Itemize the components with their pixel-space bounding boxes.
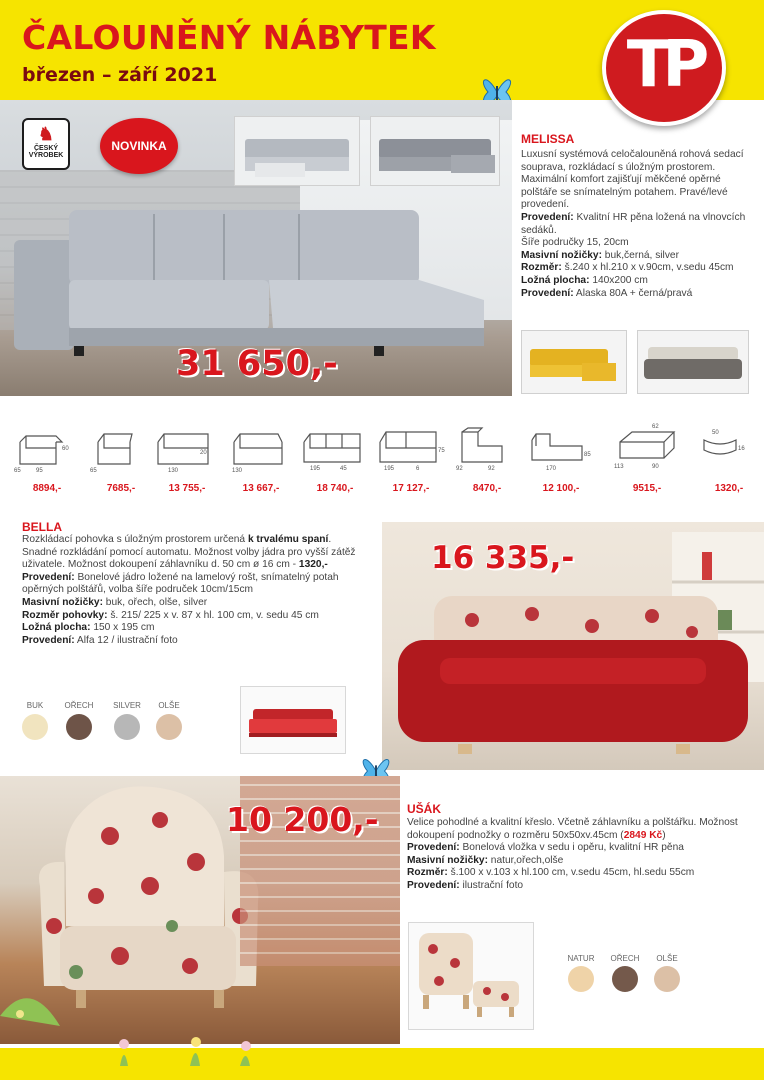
melissa-intro: Luxusní systémová celočalouněná rohová sedací souprava, rozkládací s úložným prostorem. Maximální komfort zajišťují měkčené opěrné polštáře se snímatelným potahem. Pravé/levé provedení. (521, 149, 744, 211)
melissa-corner-sofa (14, 210, 484, 360)
melissa-spec-5: Provedení: Alaska 80A + černá/pravá (521, 287, 693, 299)
tp-logo (602, 10, 726, 126)
usak-intro: Velice pohodlné a kvalitní křeslo. Včetně záhlavníku a polštářku. Možnost dokoupení podnožky o rozměru 50x50xv.45cm (2849 Kč) (407, 817, 738, 841)
usak-name: UŠÁK (407, 802, 442, 816)
ottoman-drawing (612, 422, 678, 472)
swatch-olse (156, 714, 182, 740)
module-item (694, 402, 764, 502)
three-seat-drawing (300, 422, 366, 472)
swatch-label: OŘECH (610, 954, 640, 963)
logo-letters: TP (626, 28, 702, 102)
swatch-natur (568, 966, 594, 992)
module-item (12, 402, 82, 502)
bella-price: 16 335,- (431, 540, 575, 576)
usak-spec-3: Provedení: ilustrační foto (407, 879, 524, 891)
page-subtitle: březen – září 2021 (22, 64, 218, 86)
svg-text:195: 195 (384, 466, 395, 472)
swatch-label: OLŠE (158, 701, 180, 710)
module-item (300, 402, 370, 502)
usak-description (407, 817, 757, 893)
corner-sofa-illustration (371, 117, 499, 185)
swatch-label: NATUR (567, 954, 595, 963)
bella-description (22, 534, 367, 647)
svg-text:130: 130 (232, 468, 243, 474)
module-price: 12 100,- (542, 483, 580, 494)
swatch-buk (22, 714, 48, 740)
svg-text:95: 95 (36, 468, 43, 474)
three-seat-bed-drawing (376, 422, 446, 472)
sofa-bed-illustration (235, 117, 359, 185)
module-dimension-strip (0, 402, 764, 502)
svg-text:6: 6 (416, 466, 420, 472)
bella-spec-1: Masivní nožičky: buk, ořech, olše, silver (22, 596, 208, 608)
badge-label: ČESKÝ VÝROBEK (28, 145, 64, 159)
svg-text:195: 195 (310, 466, 321, 472)
melissa-spec-1: Šíře područky 15, 20cm (521, 237, 629, 249)
module-price: 13 755,- (168, 483, 206, 494)
svg-text:20: 20 (200, 450, 207, 456)
yellow-sofa-illustration (522, 331, 626, 393)
swatch-orech (66, 714, 92, 740)
module-price: 13 667,- (242, 483, 280, 494)
melissa-spec-0: Provedení: Kvalitní HR pěna ložená na vlnovcích sedáků. (521, 211, 746, 236)
module-price: 9515,- (632, 483, 662, 494)
grey-sofa-illustration (638, 331, 748, 393)
lion-icon: ♞ (37, 124, 55, 144)
module-price: 18 740,- (316, 483, 354, 494)
headrest-drawing (694, 422, 754, 472)
svg-text:90: 90 (652, 464, 659, 470)
swatch-orech (612, 966, 638, 992)
svg-text:75: 75 (438, 448, 445, 454)
usak-price: 10 200,- (226, 800, 379, 839)
svg-text:85: 85 (584, 452, 591, 458)
bella-name: BELLA (22, 520, 62, 534)
module-item (452, 402, 522, 502)
usak-spec-2: Rozměr: š.100 x v.103 x hl.100 cm, v.sedu 45cm, hl.sedu 55cm (407, 867, 695, 879)
novinka-badge: NOVINKA (100, 118, 178, 174)
bella-spec-0: Provedení: Bonelové jádro ložené na lamelový rošt, snímatelný potah opěrných polštářů, volba šíře područek 10cm/15cm (22, 571, 339, 596)
bella-spec-4: Provedení: Alfa 12 / ilustrační foto (22, 634, 178, 646)
module-item (376, 402, 446, 502)
two-seat-drawing (226, 422, 290, 472)
module-item (86, 402, 156, 502)
swatch-olse (654, 966, 680, 992)
svg-text:130: 130 (168, 468, 179, 474)
armchair-with-footstool-illustration (409, 923, 533, 1029)
swatch-label: OŘECH (64, 701, 94, 710)
melissa-thumb-corner (370, 116, 500, 186)
melissa-thumb-grey (637, 330, 749, 394)
module-item (526, 402, 596, 502)
svg-text:170: 170 (546, 466, 557, 472)
page-title: ČALOUNĚNÝ NÁBYTEK (22, 18, 436, 57)
loveseat-drawing (152, 422, 216, 472)
swatch-label: OLŠE (656, 954, 678, 963)
melissa-price: 31 650,- (176, 344, 338, 384)
bella-intro: Rozkládací pohovka s úložným prostorem určená k trvalému spaní. Snadné rozkládání pomocí automatu. Možnost volby jádra pro vyšší zátěž uživatele. Možnost dokoupení záhlavníku d. 50 cm ø 16 cm - 1320,- (22, 534, 356, 571)
melissa-spec-3: Rozměr: š.240 x hl.210 x v.90cm, v.sedu 45cm (521, 262, 734, 274)
svg-text:45: 45 (340, 466, 347, 472)
melissa-thumb-bed (234, 116, 360, 186)
svg-text:65: 65 (90, 468, 97, 474)
melissa-spec-4: Ložná plocha: 140x200 cm (521, 274, 648, 286)
module-price: 8894,- (32, 483, 62, 494)
module-price: 7685,- (106, 483, 136, 494)
melissa-spec-2: Masivní nožičky: buk,černá, silver (521, 249, 679, 261)
czech-product-badge (22, 118, 70, 170)
svg-text:65: 65 (14, 468, 21, 474)
svg-text:92: 92 (456, 466, 463, 472)
svg-text:60: 60 (62, 446, 69, 452)
melissa-name: MELISSA (521, 132, 575, 146)
swatch-label: SILVER (113, 701, 141, 710)
svg-text:50: 50 (712, 430, 719, 436)
svg-text:16: 16 (738, 446, 745, 452)
usak-spec-1: Masivní nožičky: natur,ořech,olše (407, 854, 564, 866)
bella-spec-2: Rozměr pohovky: š. 215/ 225 x v. 87 x hl. 100 cm, v. sedu 45 cm (22, 609, 319, 621)
svg-text:113: 113 (614, 464, 624, 470)
corner-module-drawing (452, 422, 516, 472)
usak-spec-0: Provedení: Bonelová vložka v sedu i opěru, kvalitní HR pěna (407, 842, 684, 854)
flowers-decoration (100, 1034, 400, 1066)
svg-text:92: 92 (488, 466, 495, 472)
chaise-module-drawing (526, 422, 590, 472)
swatch-label: BUK (26, 701, 44, 710)
module-price: 8470,- (472, 483, 502, 494)
footer-band (0, 1048, 764, 1080)
red-sofa-bed-illustration (241, 687, 345, 753)
bella-spec-3: Ložná plocha: 150 x 195 cm (22, 622, 155, 634)
armchair-drawing (12, 422, 72, 472)
melissa-thumb-yellow (521, 330, 627, 394)
module-item (612, 402, 682, 502)
module-price: 1320,- (714, 483, 744, 494)
module-item (152, 402, 222, 502)
svg-text:62: 62 (652, 424, 659, 430)
bella-bed-thumb (240, 686, 346, 754)
module-item (226, 402, 296, 502)
melissa-description (521, 149, 757, 300)
swatch-silver (114, 714, 140, 740)
usak-footstool-thumb (408, 922, 534, 1030)
armless-seat-drawing (86, 422, 146, 472)
module-price: 17 127,- (392, 483, 430, 494)
